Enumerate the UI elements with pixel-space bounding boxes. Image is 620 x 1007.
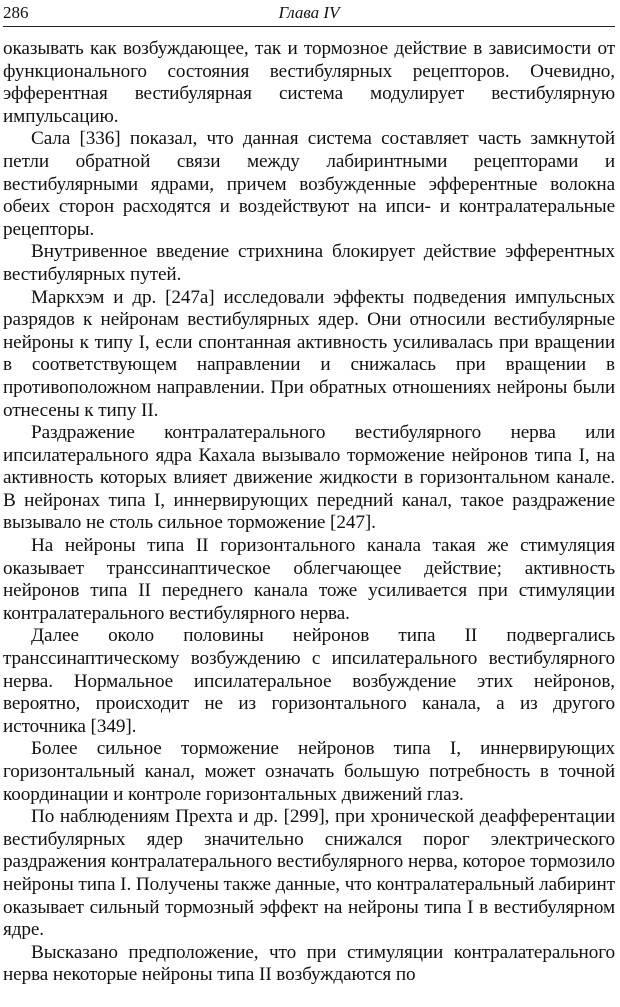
running-head: Глава IV [278, 3, 340, 22]
page-header [3, 0, 615, 28]
header-rule [3, 26, 615, 27]
paragraph: Сала [336] показал, что данная система составляет часть замкнутой петли обратной связи между лабиринтными рецепторами и вестибулярными ядрами, причем возбужденные эфферентные волокна обеих сторон расходятся и воздействуют на ипси- и контралатеральные рецепторы. [3, 128, 615, 240]
paragraph: На нейроны типа II горизонтального канала такая же стимуляция оказывает транссинаптическое облегчающее действие; активность нейронов типа II переднего канала тоже усиливается при стимуляции контралатерального вестибулярного нерва. [3, 535, 615, 624]
paragraph: оказывать как возбуждающее, так и тормозное действие в зависимости от функционального состояния вестибулярных рецепторов. Очевидно, эфферентная вестибулярная система модулирует вестибулярную импульсацию. [3, 38, 615, 127]
paragraph: Внутривенное введение стрихнина блокирует действие эфферентных вестибулярных путей. [3, 241, 615, 285]
paragraph: Маркхэм и др. [247а] исследовали эффекты подведения импульсных разрядов к нейронам вестибулярных ядер. Они относили вестибулярные нейроны к типу I, если спонтанная активность усиливалась при вращении в соответствующем направлении и снижалась при вращении в противоположном направлении. При обратных отношениях нейроны были отнесены к типу II. [3, 286, 615, 421]
body-text [3, 38, 615, 987]
paragraph: По наблюдениям Прехта и др. [299], при хронической деафферентации вестибулярных ядер значительно снижался порог электрического раздражения контралатерального вестибулярного нерва, которое тормозило нейроны типа I. Получены также данные, что контралатеральный лабиринт оказывает сильный тормозный эффект на нейроны типа I в вестибулярном ядре. [3, 806, 615, 941]
paragraph: Более сильное торможение нейронов типа I, иннервирующих горизонтальный канал, может означать большую потребность в точной координации и контроле горизонтальных движений глаз. [3, 738, 615, 805]
paragraph: Далее около половины нейронов типа II подвергались транссинаптическому возбуждению с ипсилатерального вестибулярного нерва. Нормальное ипсилатеральное возбуждение этих нейронов, вероятно, происходит не из горизонтального канала, а из другого источника [349]. [3, 625, 615, 737]
page-number: 286 [3, 3, 29, 22]
book-page [3, 0, 615, 987]
paragraph: Высказано предположение, что при стимуляции контралатерального нерва некоторые нейроны типа II возбуждаются по [3, 941, 615, 986]
paragraph: Раздражение контралатерального вестибулярного нерва или ипсилатерального ядра Кахала вызывало торможение нейронов типа I, на активность которых влияет движение жидкости в горизонтальном канале. В нейронах типа I, иннервирующих передний канал, такое раздражение вызывало не столь сильное торможение [247]. [3, 422, 615, 534]
